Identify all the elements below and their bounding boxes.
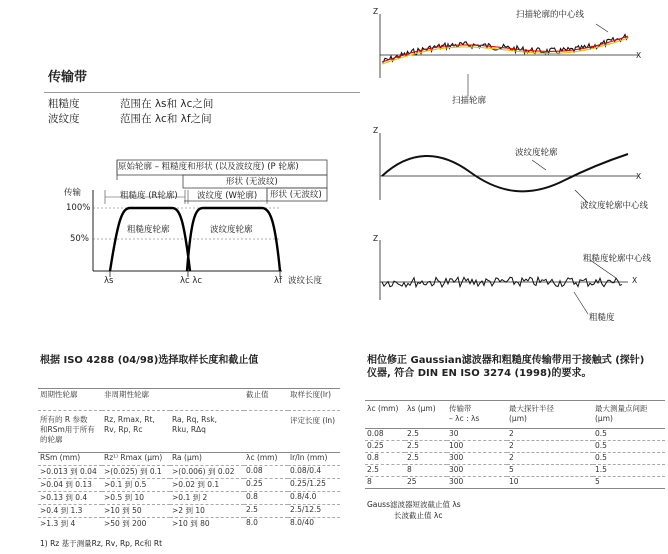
t1-cell: >0.1 到 2 — [170, 492, 244, 505]
t2-cell: 300 — [447, 465, 507, 477]
p3-center-label: 粗糙度轮廓中心线 — [583, 254, 652, 264]
wave-profile-label: 波纹度轮廓 — [210, 225, 253, 235]
t2-cell: 0.5 — [593, 441, 665, 453]
rough-profile-label: 粗糙度轮廓 — [127, 225, 170, 235]
t1-h2-3 — [244, 411, 288, 453]
p3-profile-label: 粗糙度 — [589, 313, 615, 323]
x-axis-label: 波纹长度 — [288, 276, 323, 286]
p2-center-label: 波纹度轮廓中心线 — [580, 201, 649, 211]
table-row — [38, 518, 340, 531]
shape-bar-label: 形状 (无波纹) — [226, 177, 278, 187]
t1-h1-4: 取样长度(lr) — [288, 389, 340, 411]
t2-cell: 2.5 — [405, 429, 447, 441]
t1-h1-0: 周期性轮廓 — [38, 389, 102, 411]
t2-cell: 300 — [447, 453, 507, 465]
p2-z-label: Z — [373, 126, 379, 135]
t1-cell: >0.4 到 1.3 — [38, 505, 102, 518]
t2-h-2: 传输带 – λc : λs — [447, 401, 507, 429]
table1-header-row3 — [38, 453, 340, 466]
t2-cell: 2.5 — [405, 453, 447, 465]
t1-cell: >(0.025) 到 0.1 — [102, 466, 170, 479]
t1-cell: >10 到 80 — [170, 518, 244, 531]
t2-cell: 0.25 — [365, 441, 405, 453]
t2-cell: 300 — [447, 477, 507, 489]
t1-cell: >(0.006) 到 0.02 — [170, 466, 244, 479]
t2-h-3: 最大探针半径 (μm) — [507, 401, 593, 429]
table-row — [38, 505, 340, 518]
t1-h1-2 — [170, 389, 244, 411]
table1 — [38, 388, 340, 531]
t1-h1-1: 非周期性轮廓 — [102, 389, 170, 411]
x-label-lc: λc λc — [180, 276, 203, 286]
t2-cell: 2.5 — [365, 465, 405, 477]
t1-cell: 0.08/0.4 — [288, 466, 340, 479]
table-row — [365, 453, 665, 465]
table2-title-line1: 相位修正 Gaussian滤波器和粗糙度传输带用于接触式 (探针) — [367, 355, 645, 366]
t2-cell: 0.5 — [593, 453, 665, 465]
t1-h2-4: 评定长度 (ln) — [288, 411, 340, 453]
p1-z-label: Z — [373, 7, 379, 16]
t1-cell: >2 到 10 — [170, 505, 244, 518]
profile-diagrams — [360, 0, 668, 340]
table-row — [365, 477, 665, 489]
table-row — [38, 479, 340, 492]
wave-curve — [187, 208, 280, 271]
p1-profile-label: 扫描轮廓 — [452, 96, 487, 106]
table2-note2: 长波截止值 λc — [394, 511, 443, 520]
band-row-wave-desc: 范围在 λc和 λf之间 — [120, 113, 212, 125]
table1-header-row2 — [38, 411, 340, 453]
divider — [44, 92, 360, 93]
t2-cell: 0.08 — [365, 429, 405, 441]
t1-cell: >0.02 到 0.1 — [170, 479, 244, 492]
p2-x-label: X — [636, 172, 642, 181]
t1-cell: >0.013 到 0.04 — [38, 466, 102, 479]
table-row — [38, 492, 340, 505]
band-title: 传输带 — [48, 70, 88, 85]
t1-cell: 0.08 — [244, 466, 288, 479]
table2-header — [365, 401, 665, 429]
p1-x-label: X — [636, 51, 642, 60]
table2-note1: Gauss滤波器短波截止值 λs — [367, 500, 461, 509]
t1-cell: >1.3 到 4 — [38, 518, 102, 531]
t2-h-4: 最大测量点间距 (μm) — [593, 401, 665, 429]
t1-cell: >0.1 到 0.5 — [102, 479, 170, 492]
t2-cell: 2 — [507, 429, 593, 441]
t2-cell: 0.8 — [365, 453, 405, 465]
band-row-rough-name: 粗糙度 — [48, 98, 80, 110]
t1-h3-2: Ra (μm) — [170, 453, 244, 466]
band-row-rough-desc: 范围在 λs和 λc之间 — [120, 98, 214, 110]
t1-h2-2: Ra, Rq, Rsk, Rku, RΔq — [170, 411, 244, 453]
t1-cell: 2.5 — [244, 505, 288, 518]
table2 — [365, 400, 665, 493]
table1-title: 根据 ISO 4288 (04/98)选择取样长度和截止值 — [40, 355, 259, 366]
table-row — [365, 441, 665, 453]
wave-bar-label: 波纹度 (W轮廓) — [197, 191, 258, 201]
t1-h3-3: λc (mm) — [244, 453, 288, 466]
x-label-lf: λf — [274, 276, 283, 286]
table2-title-line2: 仪器, 符合 DIN EN ISO 3274 (1998)的要求。 — [367, 368, 592, 379]
x-label-ls: λs — [104, 276, 114, 286]
t1-h2-0: 所有的 R 参数 和RSm用于所有 的轮廓 — [38, 411, 102, 453]
table1-footnote: 1) Rz 基于测量Rz, Rv, Rp, Rc和 Rt — [40, 539, 163, 548]
t2-h-1: λs (μm) — [405, 401, 447, 429]
t1-h3-1: Rz¹⁾ Rmax (μm) — [102, 453, 170, 466]
p2-profile-label: 波纹度轮廓 — [515, 148, 558, 158]
t2-cell: 2 — [507, 441, 593, 453]
t2-cell: 100 — [447, 441, 507, 453]
t2-cell: 5 — [507, 465, 593, 477]
p2-wave-curve — [382, 154, 628, 191]
top-bar-label: 原始轮廓 – 粗糙度和形状 (以及波纹度) (P 轮廓) — [118, 162, 299, 172]
p1-center-label: 扫描轮廓的中心线 — [516, 10, 585, 20]
t2-cell: 10 — [507, 477, 593, 489]
t1-cell: >0.13 到 0.4 — [38, 492, 102, 505]
table1-header-row1 — [38, 389, 340, 411]
t1-cell: >50 到 200 — [102, 518, 170, 531]
t1-cell: >0.04 到 0.13 — [38, 479, 102, 492]
t2-cell: 8 — [365, 477, 405, 489]
t2-cell: 0.5 — [593, 429, 665, 441]
rough-bar-label: 粗糙度 (R轮廓) — [120, 191, 178, 201]
t1-cell: 8.0 — [244, 518, 288, 531]
table-row — [365, 465, 665, 477]
t2-h-0: λc (mm) — [365, 401, 405, 429]
t1-cell: >0.5 到 10 — [102, 492, 170, 505]
rough-curve — [110, 208, 190, 271]
y-axis-label: 传输 — [64, 188, 82, 198]
t1-h1-3: 截止值 — [244, 389, 288, 411]
p3-x-label: X — [632, 276, 638, 285]
p3-z-label: Z — [373, 234, 379, 243]
table-row — [38, 466, 340, 479]
y-100-label: 100% — [66, 203, 91, 213]
t1-h3-4: lr/ln (mm) — [288, 453, 340, 466]
t1-cell: 8.0/40 — [288, 518, 340, 531]
t2-cell: 30 — [447, 429, 507, 441]
t2-cell: 2 — [507, 453, 593, 465]
t1-cell: 0.8/4.0 — [288, 492, 340, 505]
y-50-label: 50% — [70, 234, 89, 244]
table-row — [365, 429, 665, 441]
t2-cell: 25 — [405, 477, 447, 489]
t1-cell: 0.8 — [244, 492, 288, 505]
t1-cell: 0.25/1.25 — [288, 479, 340, 492]
t1-h2-1: Rz, Rmax, Rt, Rv, Rp, Rc — [102, 411, 170, 453]
t1-cell: 2.5/12.5 — [288, 505, 340, 518]
t1-cell: >10 到 50 — [102, 505, 170, 518]
t1-h3-0: RSm (mm) — [38, 453, 102, 466]
t2-cell: 5 — [593, 477, 665, 489]
t2-cell: 2.5 — [405, 441, 447, 453]
t2-cell: 1.5 — [593, 465, 665, 477]
band-row-wave-name: 波纹度 — [48, 113, 80, 125]
t1-cell: 0.25 — [244, 479, 288, 492]
t2-cell: 8 — [405, 465, 447, 477]
shape-bar2-label: 形状 (无波纹) — [270, 190, 322, 200]
